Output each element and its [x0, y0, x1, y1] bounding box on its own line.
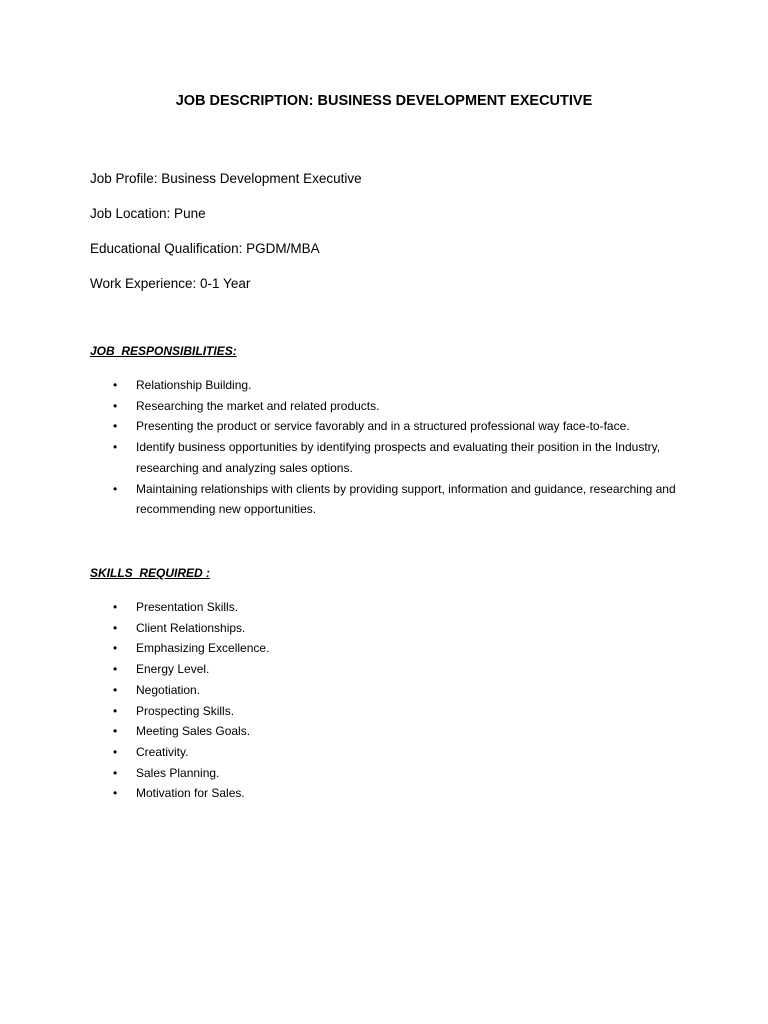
responsibility-text: Identify business opportunities by identifying prospects and evaluating their position in the Industry, researching and analyzing sales options. [136, 440, 661, 475]
bullet-icon: • [113, 744, 118, 759]
job-location-field: Job Location: Pune [90, 206, 206, 221]
skill-text: Sales Planning. [136, 765, 220, 780]
responsibilities-heading: JOB RESPONSIBILITIES: [90, 344, 237, 358]
responsibility-item [0, 416, 768, 437]
bullet-icon: • [113, 398, 118, 413]
bullet-icon: • [113, 419, 118, 434]
responsibility-text: Presenting the product or service favorably and in a structured professional way face-to-face. [136, 419, 630, 434]
responsibility-text: Researching the market and related products. [136, 398, 380, 413]
skill-item [0, 618, 768, 639]
skill-item [0, 783, 768, 804]
responsibilities-list [0, 375, 768, 520]
responsibility-item [0, 375, 768, 396]
skill-item [0, 638, 768, 659]
bullet-icon: • [113, 786, 118, 801]
skill-text: Negotiation. [136, 682, 201, 697]
work-experience-field: Work Experience: 0-1 Year [90, 276, 251, 291]
responsibility-item [0, 396, 768, 417]
educational-qualification-field: Educational Qualification: PGDM/MBA [90, 241, 320, 256]
skill-item [0, 680, 768, 701]
skill-text: Client Relationships. [136, 620, 246, 635]
skill-item [0, 742, 768, 763]
skill-text: Motivation for Sales. [136, 786, 245, 801]
bullet-icon: • [113, 481, 118, 496]
skill-item [0, 721, 768, 742]
bullet-icon: • [113, 378, 118, 392]
bullet-icon: • [113, 703, 118, 718]
skill-item [0, 597, 768, 618]
job-profile-field: Job Profile: Business Development Executive [90, 171, 362, 186]
skill-item [0, 763, 768, 784]
bullet-icon: • [113, 600, 118, 614]
bullet-icon: • [113, 682, 118, 697]
bullet-icon: • [113, 641, 118, 656]
skill-item [0, 701, 768, 722]
skill-text: Meeting Sales Goals. [136, 724, 251, 739]
skill-text: Creativity. [136, 744, 189, 759]
bullet-icon: • [113, 724, 118, 739]
bullet-icon: • [113, 765, 118, 780]
bullet-icon: • [113, 620, 118, 635]
skill-text: Energy Level. [136, 662, 210, 677]
responsibility-text: Relationship Building. [136, 378, 252, 392]
responsibility-text: Maintaining relationships with clients by providing support, information and guidance, researching and recommending new opportunities. [136, 481, 676, 517]
skills-list [0, 597, 768, 804]
bullet-icon: • [113, 662, 118, 677]
bullet-icon: • [113, 440, 118, 455]
skill-item [0, 659, 768, 680]
skill-text: Presentation Skills. [136, 600, 239, 614]
skill-text: Emphasizing Excellence. [136, 641, 270, 656]
document-title: JOB DESCRIPTION: BUSINESS DEVELOPMENT EXECUTIVE [175, 93, 593, 109]
skills-heading: SKILLS REQUIRED : [90, 566, 211, 580]
responsibility-item [0, 437, 768, 478]
responsibility-item [0, 479, 768, 520]
skill-text: Prospecting Skills. [136, 703, 235, 718]
